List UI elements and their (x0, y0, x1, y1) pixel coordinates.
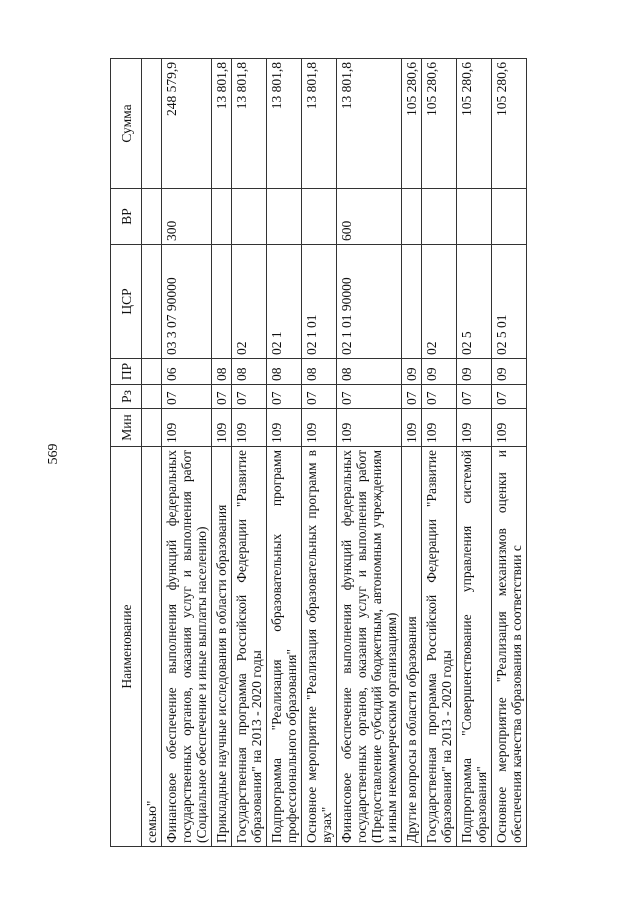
row-min: 109 (337, 409, 402, 447)
row-name: Прикладные научные исследования в области образования (212, 447, 232, 847)
row-csr: 02 1 01 90000 (337, 245, 402, 359)
header-vr: ВР (111, 189, 142, 245)
row-vr (212, 189, 232, 245)
row-name: Другие вопросы в области образования (402, 447, 422, 847)
row-csr: 02 (422, 245, 457, 359)
row-name: Подпрограмма "Реализация образовательных программ профессионального образования" (267, 447, 302, 847)
row-pr: 08 (302, 359, 337, 385)
row-csr: 02 1 (267, 245, 302, 359)
table-row (492, 59, 527, 847)
row-csr (212, 245, 232, 359)
row-vr: 600 (337, 189, 402, 245)
row-min: 109 (402, 409, 422, 447)
row-pr: 08 (232, 359, 267, 385)
row-sum: 248 579,9 (162, 59, 212, 189)
continuation-text: семью" (142, 447, 162, 847)
row-min: 109 (302, 409, 337, 447)
row-csr: 03 3 07 90000 (162, 245, 212, 359)
row-sum: 105 280,6 (457, 59, 492, 189)
table-row (337, 59, 402, 847)
row-sum: 105 280,6 (422, 59, 457, 189)
row-pr: 09 (402, 359, 422, 385)
row-csr: 02 (232, 245, 267, 359)
page-number: 569 (46, 443, 61, 465)
row-sum: 13 801,8 (232, 59, 267, 189)
row-sum: 13 801,8 (302, 59, 337, 189)
header-sum: Сумма (111, 59, 142, 189)
row-rz: 07 (267, 385, 302, 409)
row-min: 109 (422, 409, 457, 447)
header-rz: Рз (111, 385, 142, 409)
header-row (111, 59, 142, 847)
row-pr: 09 (457, 359, 492, 385)
row-name: Основное мероприятие "Реализация механизмов оценки и обеспечения качества образования в соответствии с (492, 447, 527, 847)
row-name: Финансовое обеспечение выполнения функций федеральных государственных органов, оказания услуг и выполнения работ (Предоставление субсидий бюджетным, автономным учреждениям и иным некоммерческим организациям) (337, 447, 402, 847)
row-rz: 07 (492, 385, 527, 409)
row-sum: 13 801,8 (337, 59, 402, 189)
row-sum: 13 801,8 (267, 59, 302, 189)
row-csr: 02 5 (457, 245, 492, 359)
row-min: 109 (492, 409, 527, 447)
row-vr (232, 189, 267, 245)
header-pr: ПР (111, 359, 142, 385)
table-row (212, 59, 232, 847)
row-rz: 07 (337, 385, 402, 409)
row-rz: 07 (212, 385, 232, 409)
table-row (422, 59, 457, 847)
row-pr: 06 (162, 359, 212, 385)
budget-table (110, 58, 527, 847)
row-min: 109 (162, 409, 212, 447)
row-vr (302, 189, 337, 245)
row-pr: 08 (212, 359, 232, 385)
table-row (232, 59, 267, 847)
row-rz: 07 (302, 385, 337, 409)
row-sum: 105 280,6 (402, 59, 422, 189)
row-min: 109 (212, 409, 232, 447)
row-rz: 07 (162, 385, 212, 409)
row-pr: 09 (422, 359, 457, 385)
table-row (162, 59, 212, 847)
row-min: 109 (232, 409, 267, 447)
row-min: 109 (267, 409, 302, 447)
row-name: Основное мероприятие "Реализация образовательных программ в вузах" (302, 447, 337, 847)
table-row (302, 59, 337, 847)
row-pr: 09 (492, 359, 527, 385)
row-name: Подпрограмма "Совершенствование управления системой образования" (457, 447, 492, 847)
row-pr: 08 (267, 359, 302, 385)
continuation-row (142, 59, 162, 847)
row-min: 109 (457, 409, 492, 447)
row-csr: 02 1 01 (302, 245, 337, 359)
table-row (402, 59, 422, 847)
header-name: Наименование (111, 447, 142, 847)
row-rz: 07 (232, 385, 267, 409)
table-row (267, 59, 302, 847)
rotated-table-container (110, 59, 530, 847)
row-rz: 07 (457, 385, 492, 409)
row-rz: 07 (422, 385, 457, 409)
row-vr (492, 189, 527, 245)
row-vr (402, 189, 422, 245)
row-vr (422, 189, 457, 245)
row-vr (457, 189, 492, 245)
row-sum: 13 801,8 (212, 59, 232, 189)
row-vr (267, 189, 302, 245)
row-vr: 300 (162, 189, 212, 245)
table-row (457, 59, 492, 847)
header-csr: ЦСР (111, 245, 142, 359)
row-csr (402, 245, 422, 359)
row-csr: 02 5 01 (492, 245, 527, 359)
row-name: Государственная программа Российской Федерации "Развитие образования" на 2013 - 2020 годы (422, 447, 457, 847)
row-rz: 07 (402, 385, 422, 409)
row-pr: 08 (337, 359, 402, 385)
row-name: Финансовое обеспечение выполнения функций федеральных государственных органов, оказания услуг и выполнения работ (Социальное обеспечение и иные выплаты населению) (162, 447, 212, 847)
header-min: Мин (111, 409, 142, 447)
row-sum: 105 280,6 (492, 59, 527, 189)
row-name: Государственная программа Российской Федерации "Развитие образования" на 2013 - 2020 годы (232, 447, 267, 847)
